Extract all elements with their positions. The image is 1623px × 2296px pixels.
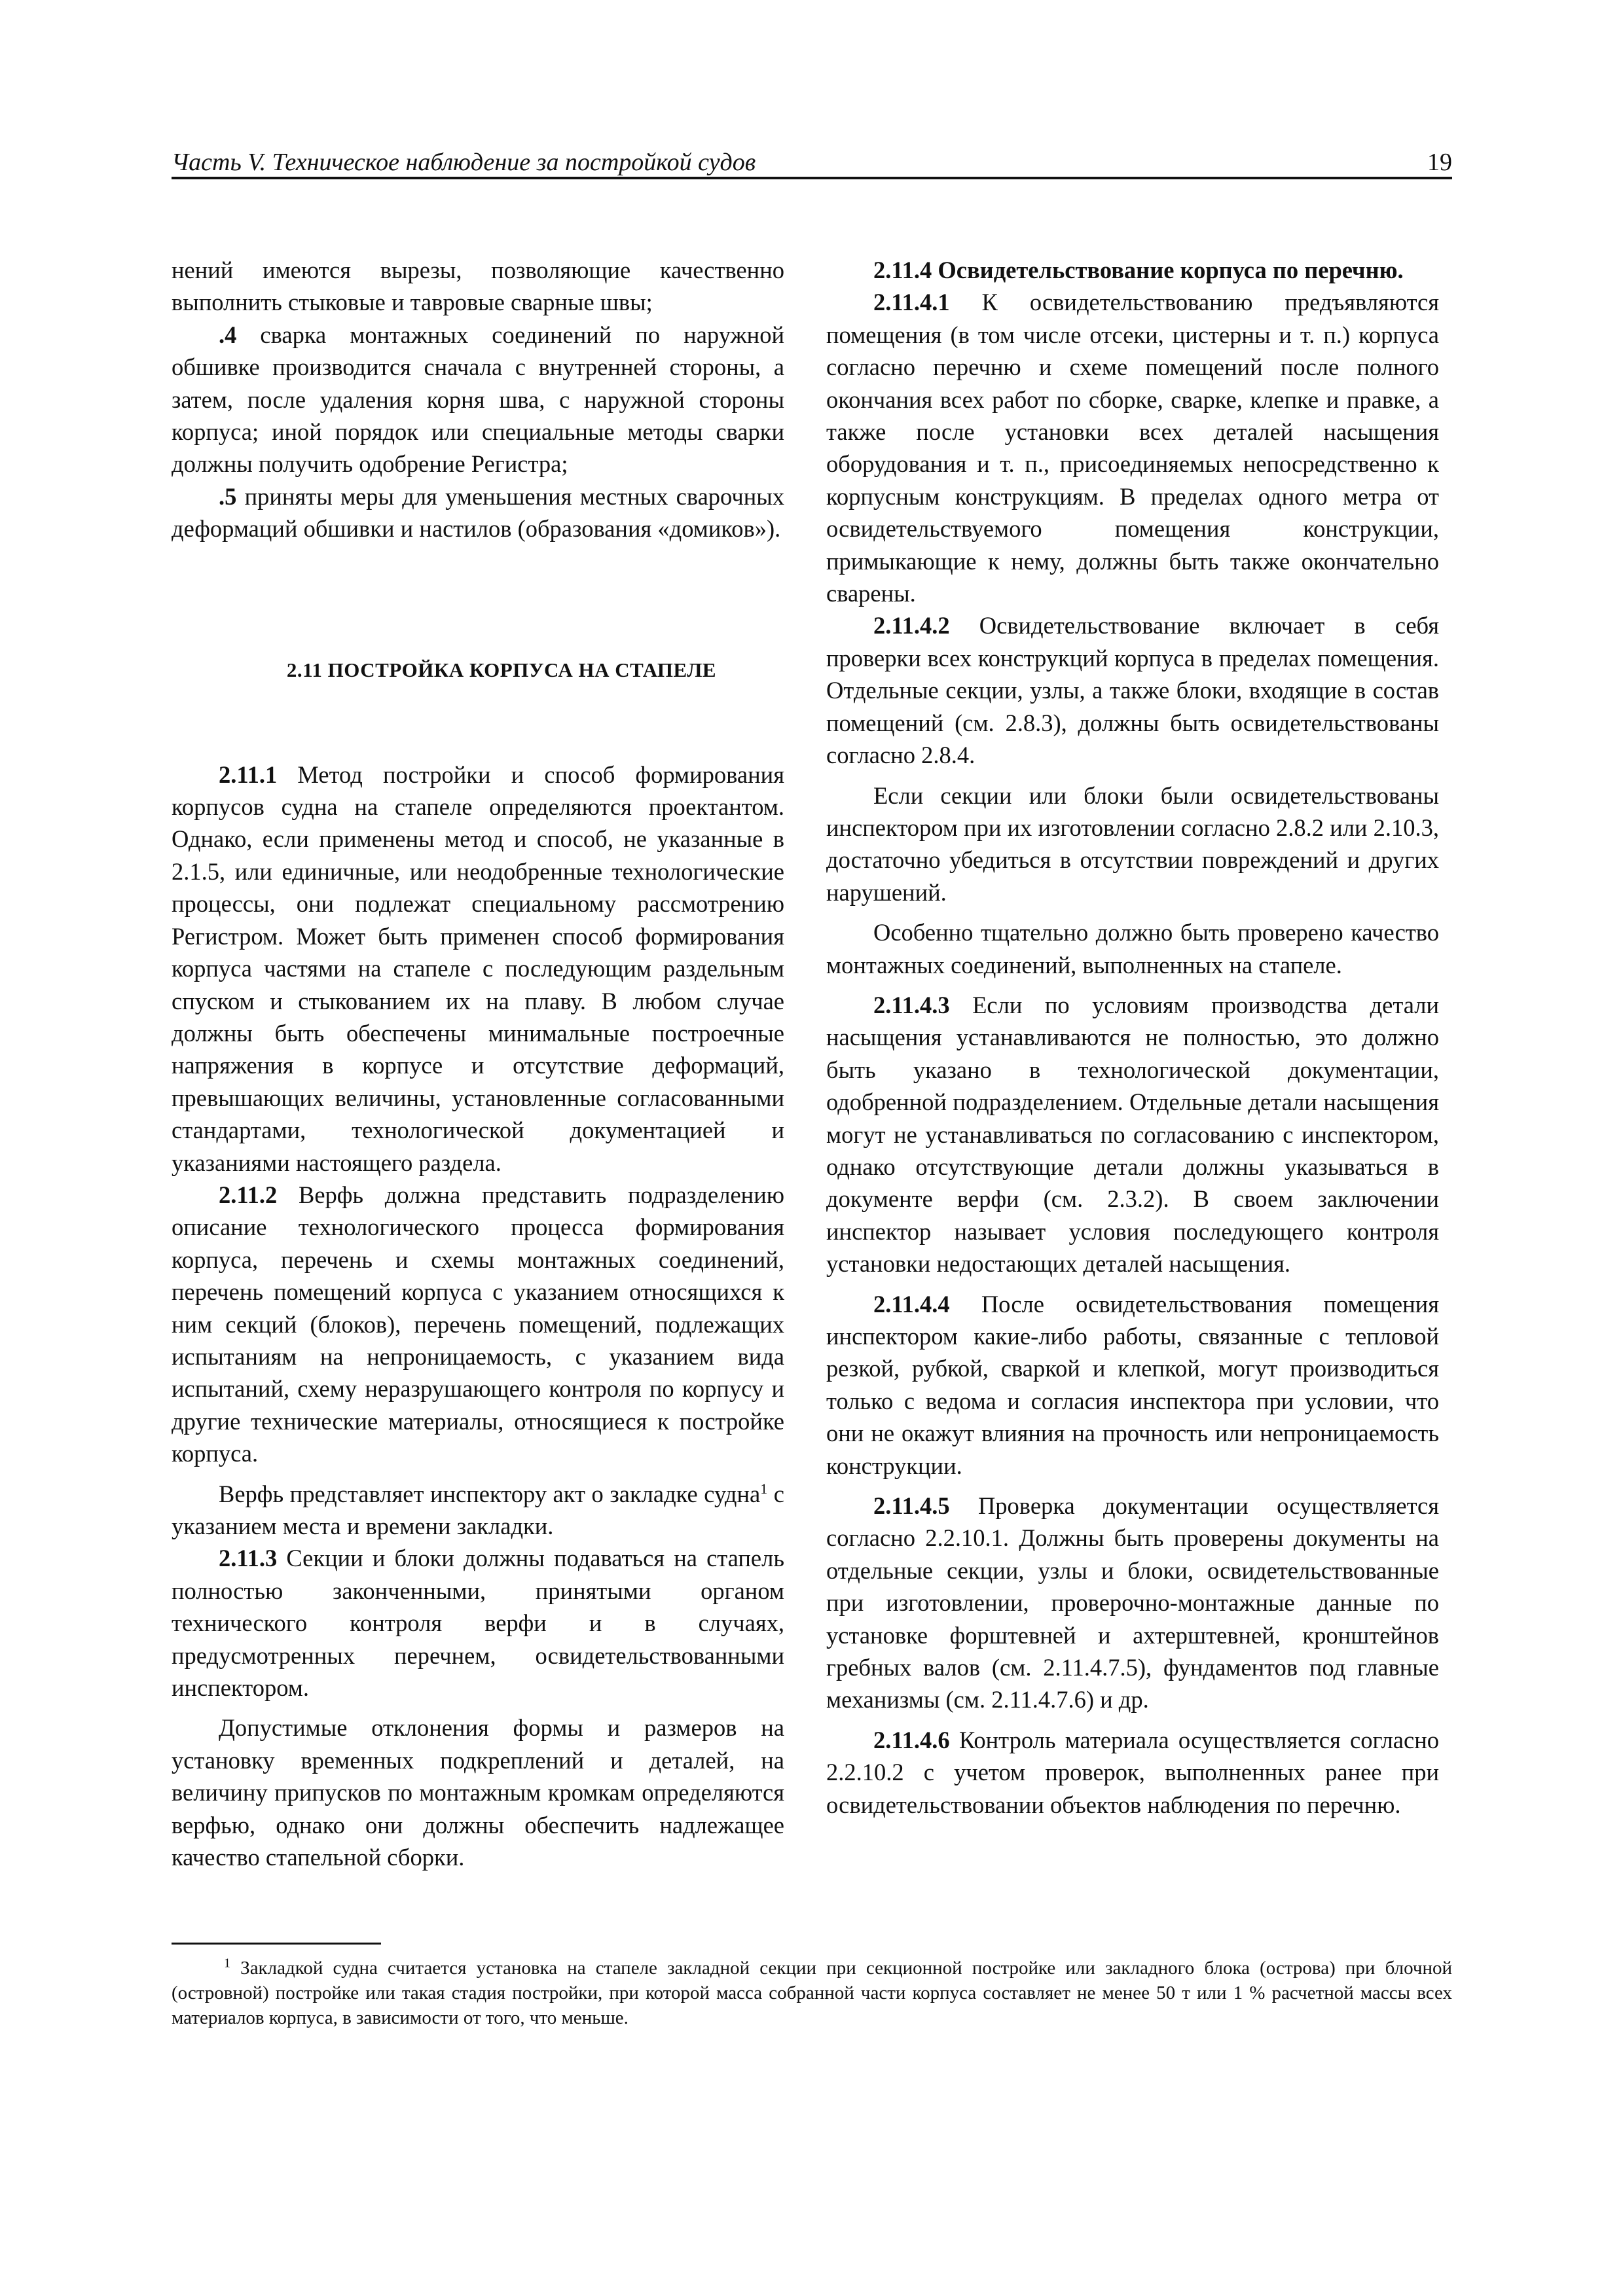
right-column [826, 254, 1439, 1821]
paragraph-2-11-4-3 [826, 989, 1439, 1280]
clause-number: 2.11.4.5 [873, 1492, 950, 1520]
subsection-heading-text: 2.11.4 Освидетельствование корпуса по перечню. [873, 257, 1404, 283]
clause-number: 2.11.4.4 [873, 1290, 950, 1318]
paragraph-2-11-4-6 [826, 1724, 1439, 1821]
paragraph-text: с указанием места и времени закладки. [172, 1480, 784, 1539]
page-number: 19 [1427, 149, 1452, 176]
header-rule [172, 177, 1452, 179]
clause-number: 2.11.4.3 [873, 991, 950, 1018]
clause-number: 2.11.2 [219, 1181, 278, 1208]
clause-number: 2.11.4.2 [873, 612, 950, 639]
running-header [172, 141, 1452, 178]
section-title-wrap [172, 582, 784, 759]
paragraph-text: После освидетельствования помещения инспектором какие-либо работы, связанные с тепловой резкой, рубкой, сваркой и клепкой, могут производиться только с ведома и согласия инспектора при условии, что они не окажут влияния на прочность или непроницаемость конструкции. [826, 1290, 1439, 1479]
paragraph-2-11-4-1 [826, 286, 1439, 609]
footnote-mark: 1 [224, 1956, 230, 1971]
paragraph-text: Если по условиям производства детали насыщения устанавливаются не полностью, это должно быть указано в технологической документации, одобренной подразделением. Отдельные детали насыщения могут не устанавливаться по согласованию с инспектором, однако отсутствующие детали должны указываться в документе верфи (см. 2.3.2). В своем заключении инспектор называет условия последующего контроля установки недостающих деталей насыщения. [826, 991, 1439, 1278]
paragraph-2-11-4-4 [826, 1288, 1439, 1482]
header-title: Часть V. Техническое наблюдение за постройкой судов [172, 149, 756, 176]
paragraph-2-11-4-2 [826, 609, 1439, 771]
item-number: .5 [219, 482, 237, 510]
clause-number: 2.11.1 [219, 761, 278, 788]
footnote-rule [172, 1943, 381, 1945]
paragraph-text: Верфь должна представить подразделению описание технологического процесса формирования корпуса, перечень и схемы монтажных соединений, перечень помещений корпуса с указанием относящихся к ним секций (блоков), перечень помещений, подлежащих испытаниям на непроницаемость, с указанием вида испытаний, схему неразрушающего контроля по корпусу и другие технические материалы, относящиеся к постройке корпуса. [172, 1181, 784, 1467]
paragraph-text: К освидетельствованию предъявляются помещения (в том числе отсеки, цистерны и т. п.) корпуса согласно перечню и схеме помещений после полного окончания всех работ по сборке, сварке, клепке и правке, а также после установки всех деталей насыщения оборудования и т. п., присоединяемых непосредственно к корпусным конструкциям. В пределах одного метра от освидетельствуемого помещения конструкции, примыкающие к нему, должны быть также окончательно сварены. [826, 289, 1439, 607]
paragraph-ship-laying [172, 1478, 784, 1543]
paragraph-continuation: нений имеются вырезы, позволяющие качественно выполнить стыковые и тавровые сварные швы; [172, 257, 784, 316]
clause-number: 2.11.4.1 [873, 289, 950, 316]
subsection-heading [826, 254, 1439, 286]
clause-number: 2.11.3 [219, 1545, 278, 1572]
paragraph-item-5 [172, 480, 784, 545]
paragraph-text: сварка монтажных соединений по наружной обшивке производится сначала с внутренней стороны, а затем, после удаления корня шва, с наружной стороны корпуса; иной порядок или специальные методы сварки должны получить одобрение Регистра; [172, 321, 784, 478]
paragraph-2-11-4-5 [826, 1490, 1439, 1716]
paragraph-tolerances: Допустимые отклонения формы и размеров на установку временных подкреплений и деталей, на величину припусков по монтажным кромкам определяются верфью, однако они должны обеспечить надлежащее качество стапельной сборки. [172, 1714, 784, 1871]
paragraph-2-11-3 [172, 1542, 784, 1704]
paragraph-text: Контроль материала осуществляется согласно 2.2.10.2 с учетом проверок, выполненных ранее при освидетельствовании объектов наблюдения по перечню. [826, 1726, 1439, 1818]
section-title: 2.11 ПОСТРОЙКА КОРПУСА НА СТАПЕЛЕ [286, 658, 717, 681]
paragraph-joint-quality: Особенно тщательно должно быть проверено качество монтажных соединений, выполненных на стапеле. [826, 919, 1439, 978]
left-column [172, 254, 784, 1873]
paragraph-text: Освидетельствование включает в себя проверки всех конструкций корпуса в пределах помещения. Отдельные секции, узлы, а также блоки, входящие в состав помещений (см. 2.8.3), должны быть освидетельствованы согласно 2.8.4. [826, 612, 1439, 769]
paragraph-text: Верфь представляет инспектору акт о закладке судна [219, 1480, 761, 1507]
paragraph-text: приняты меры для уменьшения местных сварочных деформаций обшивки и настилов (образования «домиков»). [172, 482, 784, 543]
footnote-text: Закладкой судна считается установка на стапеле закладной секции при секционной постройке или закладного блока (острова) при блочной (островной) постройке или такая стадия постройки, при которой масса собранной части корпуса составляет не менее 50 т или 1 % расчетной массы всех материалов корпуса, в зависимости от того, что меньше. [172, 1958, 1452, 2028]
clause-number: 2.11.4.6 [873, 1726, 950, 1753]
footnote [172, 1956, 1452, 2030]
footnote-reference[interactable]: 1 [760, 1480, 768, 1497]
paragraph-text: Проверка документации осуществляется согласно 2.2.10.1. Должны быть проверены документы на отдельные секции, узлы и блоки, освидетельствованные при изготовлении, проверочно-монтажные данные по установке форштевней и ахтерштевней, кронштейнов гребных валов (см. 2.11.4.7.5), фундаментов под главные механизмы (см. 2.11.4.7.6) и др. [826, 1492, 1439, 1713]
paragraph-sections-inspected: Если секции или блоки были освидетельствованы инспектором при их изготовлении согласно 2.8.2 или 2.10.3, достаточно убедиться в отсутствии повреждений и других нарушений. [826, 781, 1439, 906]
paragraph-text: Секции и блоки должны подаваться на стапель полностью законченными, принятыми органом технического контроля верфи и в случаях, предусмотренных перечнем, освидетельствованными инспектором. [172, 1545, 784, 1702]
footnote-paragraph [172, 1956, 1452, 2030]
paragraph-2-11-2 [172, 1179, 784, 1470]
paragraph-2-11-1 [172, 759, 784, 1179]
paragraph-item-4 [172, 319, 784, 480]
item-number: .4 [219, 321, 237, 348]
paragraph-text: Метод постройки и способ формирования корпусов судна на стапеле определяются проектантом. Однако, если применены метод и способ, не указанные в 2.1.5, или единичные, или неодобренные технологические процессы, они подлежат специальному рассмотрению Регистром. Может быть применен способ формирования корпуса частями на стапеле с последующим раздельным спуском и стыкованием их на плаву. В любом случае должны быть обеспечены минимальные построечные напряжения в корпусе и отсутствие деформаций, превышающих величины, установленные согласованными стандартами, технологической документацией и указаниями настоящего раздела. [172, 761, 784, 1176]
